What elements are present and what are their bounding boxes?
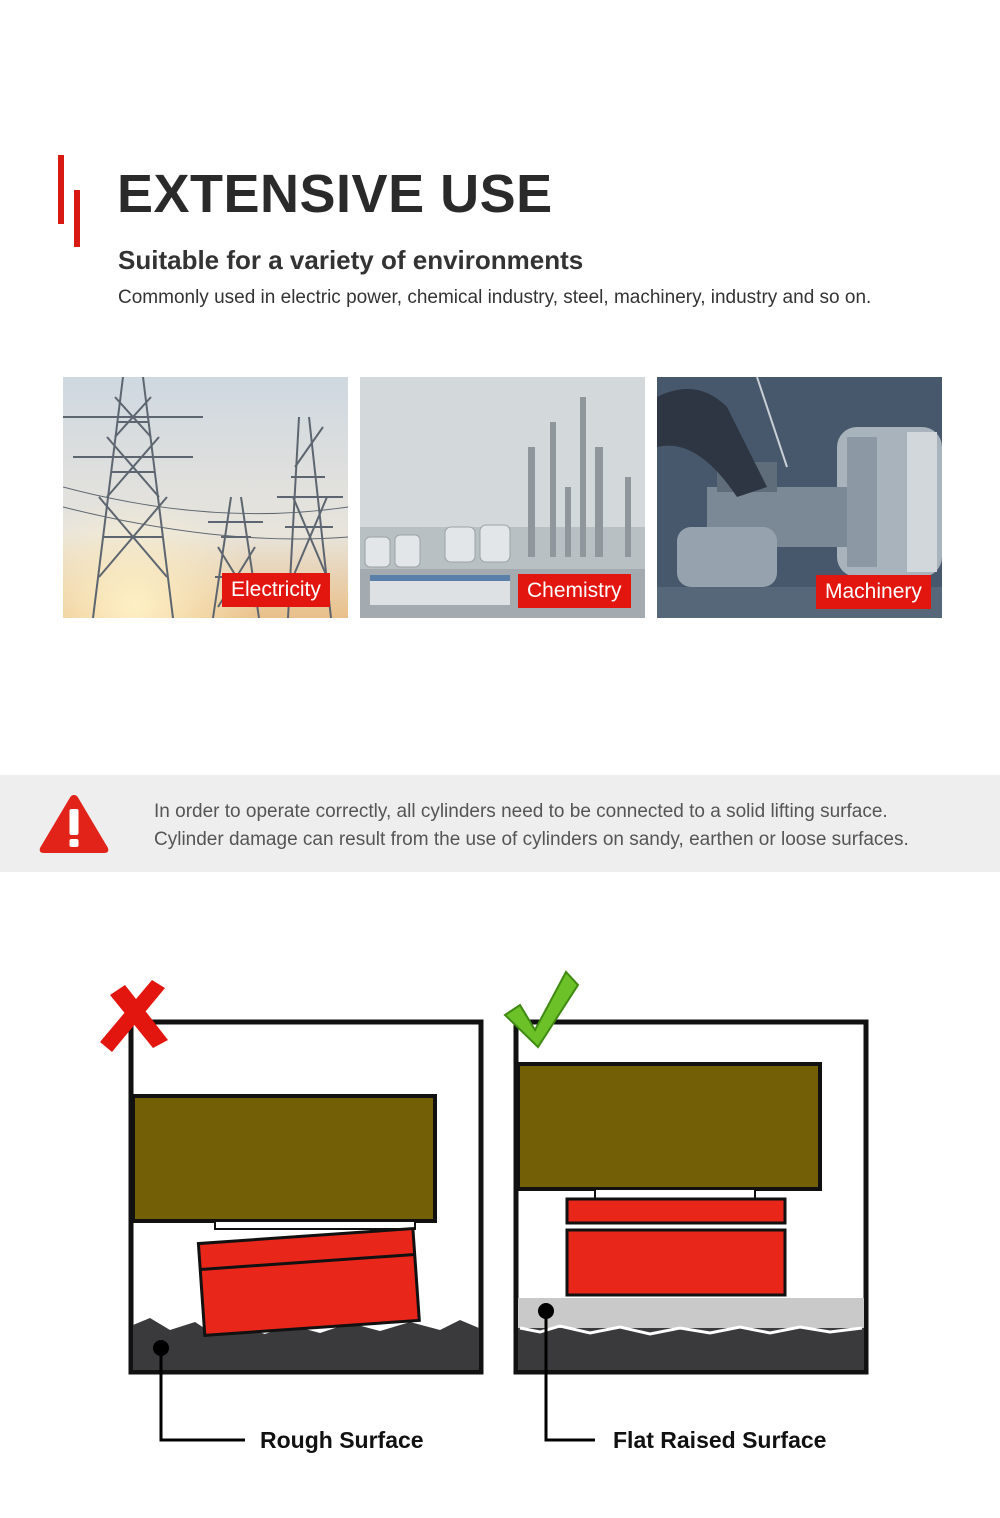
page-description: Commonly used in electric power, chemical industry, steel, machinery, industry and so on.	[118, 287, 872, 308]
warning-line-2: Cylinder damage can result from the use of cylinders on sandy, earthen or loose surfaces.	[154, 829, 909, 850]
accent-bar-left	[58, 155, 64, 224]
category-label-machinery: Machinery	[816, 575, 931, 609]
warning-text	[154, 798, 909, 854]
surface-diagram	[90, 960, 890, 1480]
page-subtitle: Suitable for a variety of environments	[118, 245, 584, 275]
flat-surface-panel	[516, 1022, 866, 1372]
category-card-chemistry	[360, 377, 645, 618]
category-card-electricity	[63, 377, 348, 618]
rough-surface-caption: Rough Surface	[260, 1427, 424, 1453]
category-card-machinery	[657, 377, 942, 618]
category-label-electricity: Electricity	[222, 573, 330, 607]
accent-bar-right	[74, 190, 80, 247]
rough-surface-panel	[131, 1022, 481, 1372]
warning-icon	[38, 792, 110, 856]
flat-surface-caption: Flat Raised Surface	[613, 1427, 827, 1453]
page-title: EXTENSIVE USE	[117, 164, 553, 224]
category-label-chemistry: Chemistry	[518, 574, 631, 608]
warning-line-1: In order to operate correctly, all cylinders need to be connected to a solid lifting surface.	[154, 801, 888, 822]
